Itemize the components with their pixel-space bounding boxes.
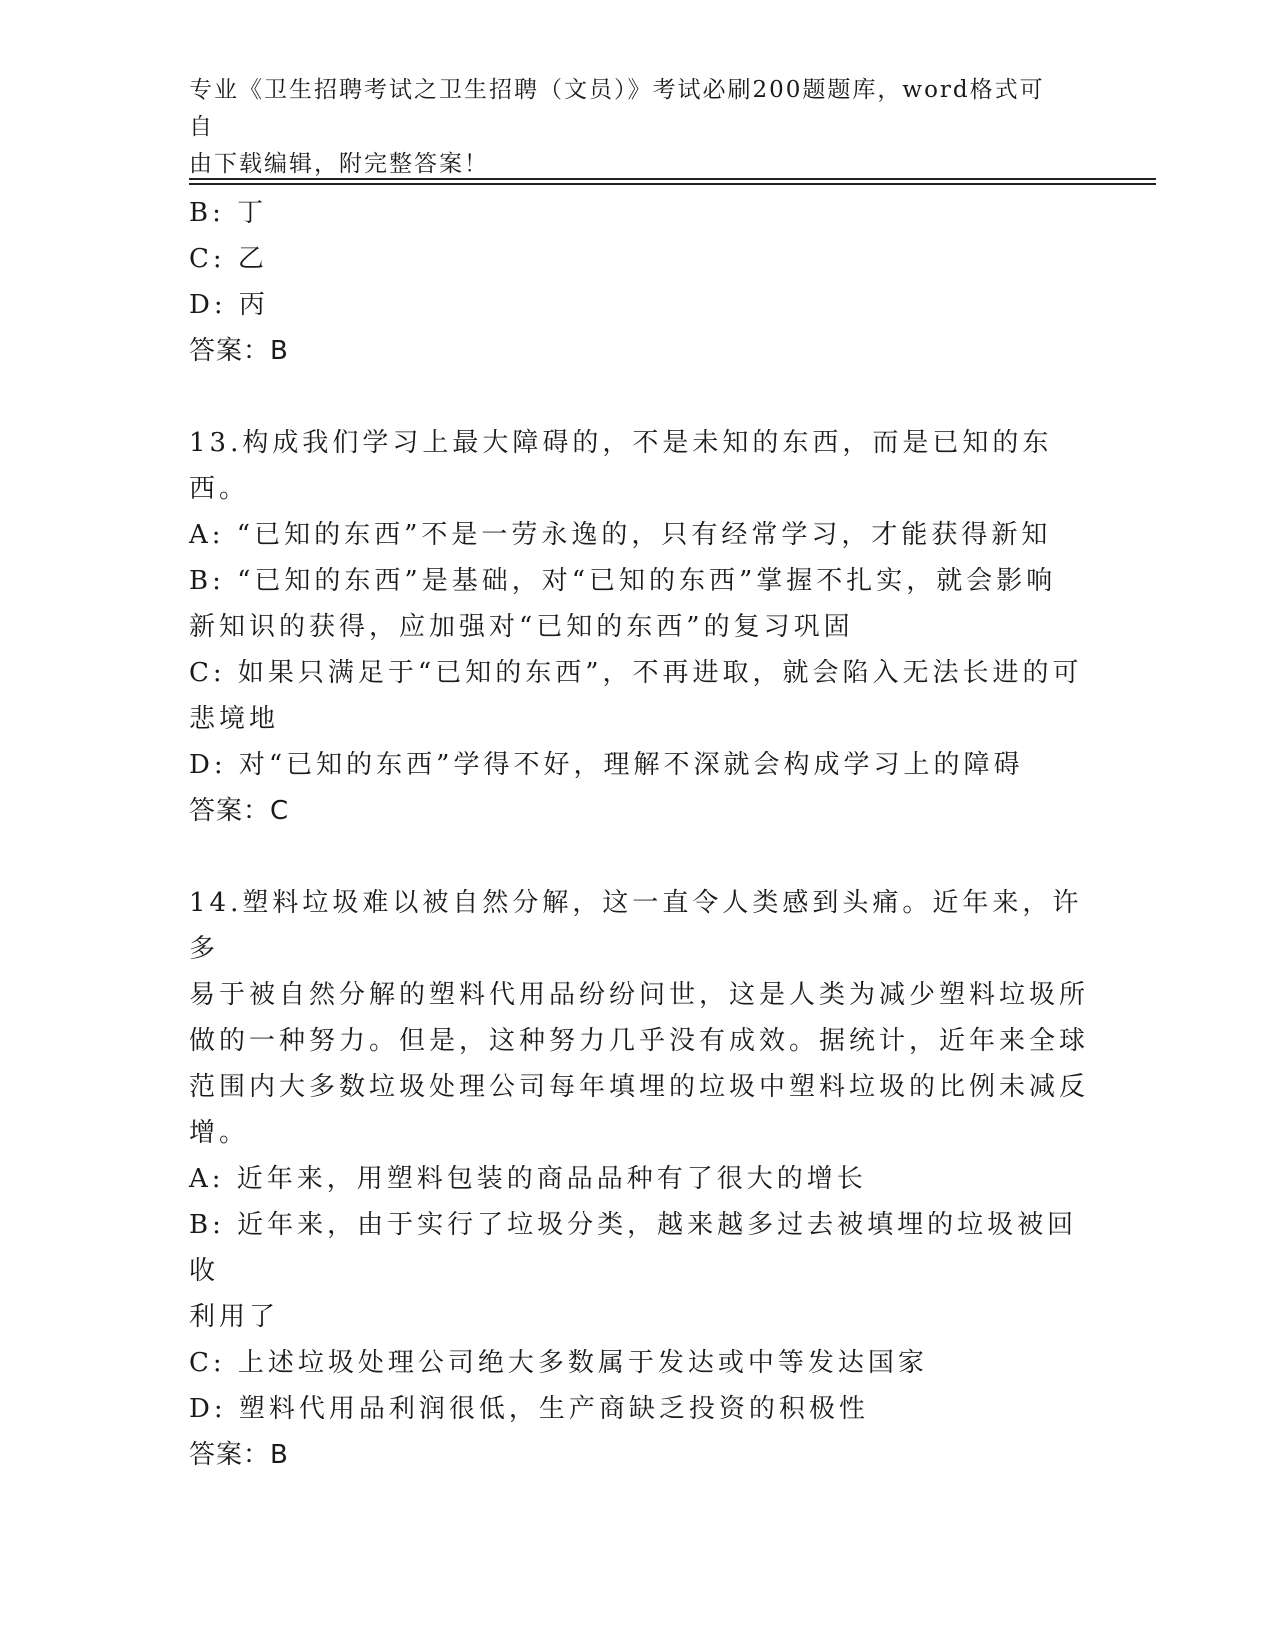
q12-option-b: B: 丁 xyxy=(189,198,268,228)
q12-option-d: D: 丙 xyxy=(189,290,269,320)
question-13 xyxy=(189,420,1089,834)
question-12-tail xyxy=(189,190,1089,374)
q14-stem-line-3: 做的一种努力。但是，这种努力几乎没有成效。据统计，近年来全球 xyxy=(189,1026,1090,1056)
header-title-line-1: 专业《卫生招聘考试之卫生招聘（文员）》考试必刷200题题库，word格式可自 xyxy=(189,77,1045,140)
q14-stem-line-2: 易于被自然分解的塑料代用品纷纷问世，这是人类为减少塑料垃圾所 xyxy=(189,980,1090,1010)
q14-answer: 答案：B xyxy=(189,1440,289,1470)
spacer xyxy=(189,374,1089,420)
spacer xyxy=(189,834,1089,880)
q14-option-d: D: 塑料代用品利润很低，生产商缺乏投资的积极性 xyxy=(189,1394,869,1424)
q13-option-c-line-2: 悲境地 xyxy=(189,704,280,734)
q14-option-b-line-1: B: 近年来，由于实行了垃圾分类，越来越多过去被填埋的垃圾被回收 xyxy=(189,1210,1078,1286)
q13-stem: 13.构成我们学习上最大障碍的，不是未知的东西，而是已知的东西。 xyxy=(189,428,1053,504)
q13-option-d: D: 对“已知的东西”学得不好，理解不深就会构成学习上的障碍 xyxy=(189,750,1024,780)
q13-option-b-line-2: 新知识的获得，应加强对“已知的东西”的复习巩固 xyxy=(189,612,854,642)
header-rule-bottom xyxy=(189,183,1156,185)
document-header xyxy=(189,72,1069,183)
q14-option-b-line-2: 利用了 xyxy=(189,1302,280,1332)
q13-option-b-line-1: B: “已知的东西”是基础，对“已知的东西”掌握不扎实，就会影响 xyxy=(189,566,1057,596)
header-title-line-2: 由下载编辑，附完整答案！ xyxy=(189,151,489,177)
q13-option-c-line-1: C: 如果只满足于“已知的东西”，不再进取，就会陷入无法长进的可 xyxy=(189,658,1083,688)
document-body xyxy=(189,190,1089,1478)
header-rule-top xyxy=(189,178,1156,180)
q14-stem-line-5: 增。 xyxy=(189,1118,250,1148)
q13-answer: 答案：C xyxy=(189,796,290,826)
q14-option-a: A: 近年来，用塑料包装的商品品种有了很大的增长 xyxy=(189,1164,867,1194)
q14-stem-line-1: 14.塑料垃圾难以被自然分解，这一直令人类感到头痛。近年来，许多 xyxy=(189,888,1083,964)
q12-option-c: C: 乙 xyxy=(189,244,268,274)
q12-answer: 答案：B xyxy=(189,336,289,366)
question-14 xyxy=(189,880,1089,1478)
q14-option-c: C: 上述垃圾处理公司绝大多数属于发达或中等发达国家 xyxy=(189,1348,928,1378)
q14-stem-line-4: 范围内大多数垃圾处理公司每年填埋的垃圾中塑料垃圾的比例未减反 xyxy=(189,1072,1090,1102)
q13-option-a: A: “已知的东西”不是一劳永逸的，只有经常学习，才能获得新知 xyxy=(189,520,1052,550)
